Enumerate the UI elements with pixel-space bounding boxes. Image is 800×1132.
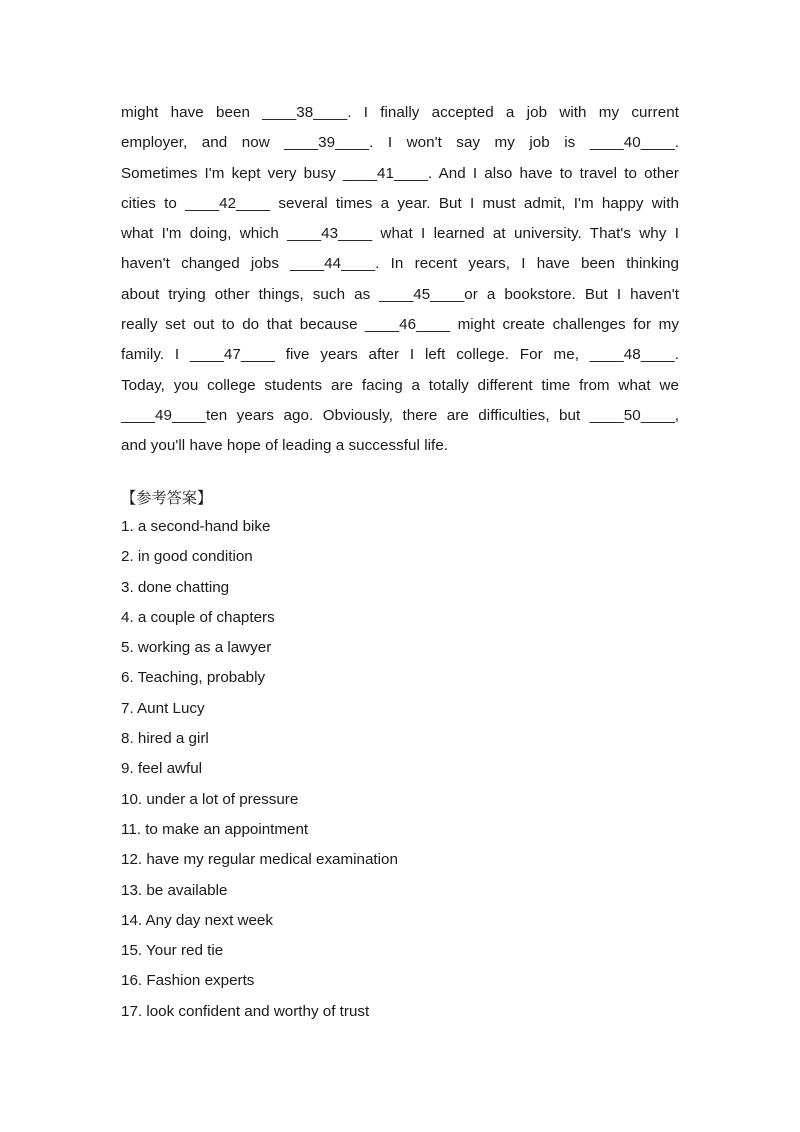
passage-line: really set out to do that because ____46____ might create challenges for my (121, 316, 679, 334)
cloze-passage (121, 98, 679, 462)
answer-item: 15. Your red tie (121, 942, 224, 960)
answer-item: 9. feel awful (121, 760, 203, 778)
passage-line: might have been ____38____. I finally accepted a job with my current (121, 104, 679, 121)
passage-line: cities to ____42____ several times a year. But I must admit, I'm happy with (121, 194, 679, 212)
passage-line: about trying other things, such as ____45____or a bookstore. But I haven't (121, 285, 679, 303)
answer-item: 2. in good condition (121, 548, 253, 566)
answer-item: 14. Any day next week (121, 911, 273, 929)
answer-item: 10. under a lot of pressure (121, 790, 299, 808)
passage-line: haven't changed jobs ____44____. In recent years, I have been thinking (121, 255, 679, 273)
answer-item: 12. have my regular medical examination (121, 851, 398, 869)
passage-line: ____49____ten years ago. Obviously, there are difficulties, but ____50____, (121, 406, 679, 424)
answer-item: 6. Teaching, probably (121, 669, 266, 687)
answer-item: 13. be available (121, 881, 228, 899)
answer-key-heading: 【参考答案】 (121, 489, 213, 507)
answer-item: 5. working as a lawyer (121, 639, 272, 657)
answer-item: 8. hired a girl (121, 730, 209, 748)
answer-item: 1. a second-hand bike (121, 518, 271, 535)
passage-line: Sometimes I'm kept very busy ____41____. And I also have to travel to other (121, 164, 679, 182)
answer-key-list (121, 512, 398, 1027)
answer-item: 4. a couple of chapters (121, 608, 275, 626)
answer-item: 16. Fashion experts (121, 972, 255, 990)
passage-line: what I'm doing, which ____43____ what I learned at university. That's why I (121, 225, 679, 243)
passage-line: employer, and now ____39____. I won't say my job is ____40____. (121, 134, 679, 152)
answer-item: 3. done chatting (121, 578, 230, 596)
answer-item: 17. look confident and worthy of trust (121, 1002, 370, 1020)
answer-item: 7. Aunt Lucy (121, 699, 205, 717)
passage-line: family. I ____47____ five years after I left college. For me, ____48____. (121, 346, 679, 364)
answer-item: 11. to make an appointment (121, 820, 309, 838)
passage-line: Today, you college students are facing a totally different time from what we (121, 376, 679, 394)
passage-line: and you'll have hope of leading a successful life. (121, 437, 449, 455)
